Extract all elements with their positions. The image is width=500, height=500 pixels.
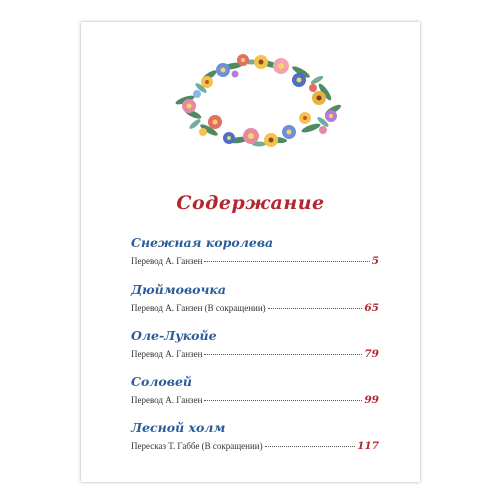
toc-entry-line <box>131 255 379 267</box>
floral-wreath-icon <box>173 52 343 152</box>
page-title: Содержание <box>176 192 325 214</box>
toc-entry-title: Соловей <box>131 374 193 389</box>
toc-entry-line <box>131 394 379 406</box>
toc-entry <box>131 374 379 406</box>
toc-entry <box>131 282 379 314</box>
toc-page-number: 99 <box>364 394 379 406</box>
toc-entry-subtitle: Перевод А. Ганзен (В сокращении) <box>131 303 266 313</box>
toc-entry-title: Оле-Лукойе <box>131 328 217 343</box>
book-page <box>81 22 420 482</box>
toc-page-number: 79 <box>364 348 379 360</box>
toc-entry <box>131 328 379 360</box>
toc-entry-subtitle: Пересказ Т. Габбе (В сокращении) <box>131 441 263 451</box>
dot-leader <box>204 260 369 262</box>
dot-leader <box>268 307 363 309</box>
toc-page-number: 65 <box>364 302 379 314</box>
toc-entry <box>131 235 379 267</box>
toc-entry-subtitle: Перевод А. Ганзен <box>131 349 203 359</box>
toc-entry-title: Снежная королева <box>131 235 274 250</box>
dot-leader <box>265 445 355 447</box>
dot-leader <box>204 353 362 355</box>
toc-entry <box>131 420 379 452</box>
toc-entry-title: Дюймовочка <box>131 282 226 297</box>
toc-entry-line <box>131 348 379 360</box>
toc-page-number: 117 <box>357 440 379 452</box>
toc-entry-line <box>131 440 379 452</box>
toc-entry-subtitle: Перевод А. Ганзен <box>131 256 203 266</box>
toc-page-number: 5 <box>371 255 379 267</box>
toc-entry-subtitle: Перевод А. Ганзен <box>131 395 203 405</box>
toc-entry-title: Лесной холм <box>131 420 226 435</box>
dot-leader <box>204 399 362 401</box>
toc-entry-line <box>131 302 379 314</box>
